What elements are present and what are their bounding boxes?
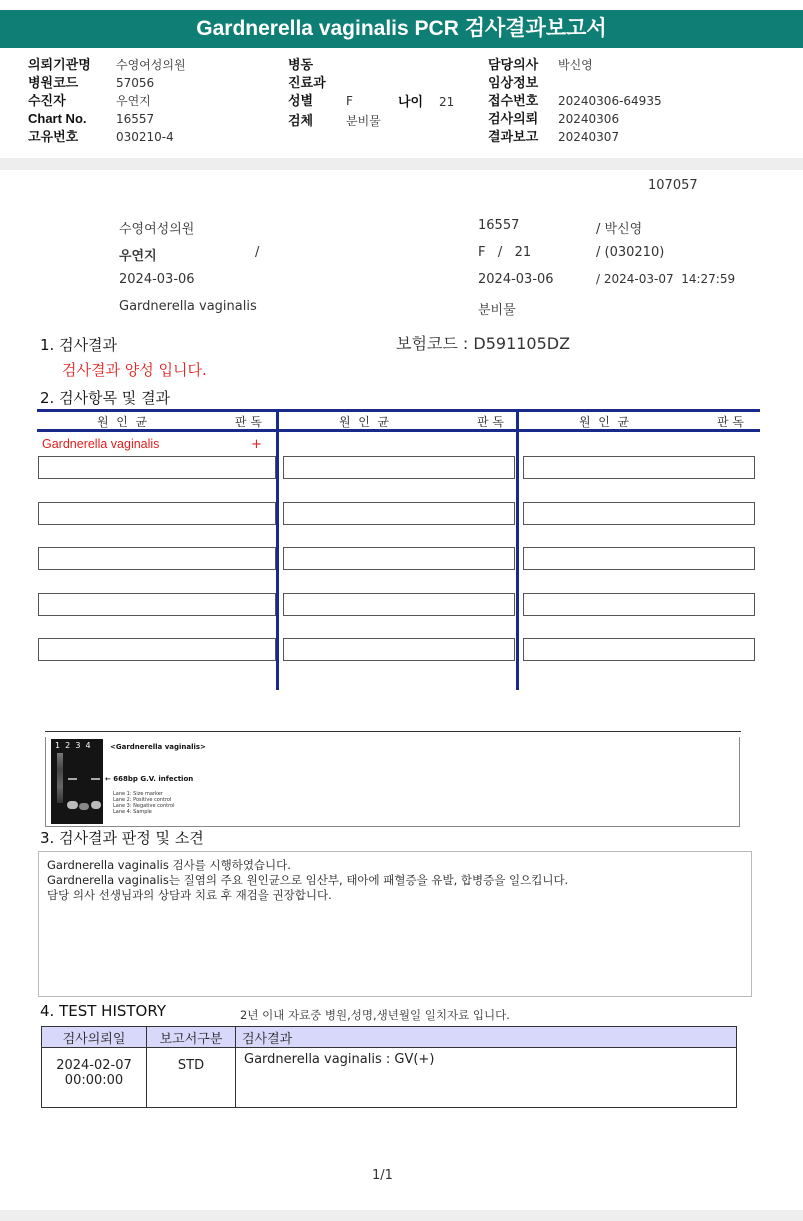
history-type: STD (147, 1048, 236, 1108)
positive-item-judge: + (251, 437, 262, 452)
gel-title: <Gardnerella vaginalis> (110, 743, 206, 751)
header-label: 접수번호 (488, 93, 539, 108)
header-label: 결과보고 (488, 129, 539, 144)
gel-band-positive (68, 778, 77, 780)
header-label: 의뢰기관명 (28, 57, 91, 72)
header-label: 고유번호 (28, 129, 79, 144)
header-label: 수진자 (28, 93, 66, 108)
result-cell (283, 547, 515, 570)
result-cell (523, 638, 755, 661)
positive-item-name: Gardnerella vaginalis (42, 437, 160, 451)
result-cell (523, 593, 755, 616)
header-field (288, 112, 381, 130)
gel-primer-band-3 (79, 803, 89, 810)
gel-legend (113, 791, 175, 815)
summary-field: 2024-03-06 (119, 272, 195, 287)
column-header-judge: 판 독 (477, 415, 504, 429)
summary-field: / 박신영 (596, 222, 643, 237)
header-value: 박신영 (558, 58, 593, 72)
header-value: 57056 (116, 76, 155, 90)
gel-ladder (57, 753, 63, 803)
findings-line: 담당 의사 선생님과의 상담과 치료 후 재검을 권장합니다. (47, 888, 332, 902)
header-value: 수영여성의원 (116, 58, 186, 72)
header-label: 검체 (288, 113, 314, 128)
header-field (28, 74, 186, 92)
header-label: 성별 (288, 93, 314, 108)
gel-top-rule (45, 731, 741, 732)
history-date: 2024-02-07 (56, 1058, 132, 1073)
header-field (288, 74, 381, 92)
result-cell (38, 456, 276, 479)
column-header-judge: 판 독 (235, 415, 262, 429)
header-field (488, 56, 662, 74)
result-cell (523, 502, 755, 525)
footer-band (0, 1210, 803, 1221)
result-cell (38, 502, 276, 525)
header-value: 20240306-64935 (558, 94, 662, 108)
header-value: 분비물 (346, 114, 381, 128)
header-field (28, 110, 186, 128)
result-cell (523, 456, 755, 479)
summary-field: Gardnerella vaginalis (119, 299, 257, 314)
gel-legend-line: Lane 2: Positive control (113, 797, 172, 803)
page-number: 1/1 (372, 1168, 393, 1183)
header-field (288, 92, 381, 110)
history-result: Gardnerella vaginalis : GV(+) (236, 1048, 737, 1108)
gel-primer-band-4 (91, 801, 101, 809)
history-header-type: 보고서구분 (147, 1027, 236, 1048)
header-col1 (28, 56, 186, 146)
result-cell (38, 547, 276, 570)
result-cell (283, 502, 515, 525)
result-cell (283, 593, 515, 616)
insurance-code: 보험코드 : D591105DZ (396, 334, 571, 353)
header-col2 (288, 56, 381, 130)
header-label: 병원코드 (28, 75, 79, 90)
section4-heading: 4. TEST HISTORY (40, 1002, 166, 1020)
gel-image (51, 739, 103, 824)
summary-field: 수영여성의원 (119, 222, 195, 237)
header-label: 임상정보 (488, 75, 539, 90)
findings-line: Gardnerella vaginalis 검사를 시행하였습니다. (47, 858, 291, 872)
header-label: 담당의사 (488, 57, 539, 72)
result-cell (38, 638, 276, 661)
header-label: 진료과 (288, 75, 326, 90)
summary-code: 107057 (648, 178, 698, 193)
summary-field: 16557 (478, 218, 520, 233)
header-field (488, 74, 662, 92)
section2-heading: 2. 검사항목 및 결과 (40, 389, 171, 407)
result-statement: 검사결과 양성 입니다. (62, 361, 207, 379)
history-header-date: 검사의뢰일 (42, 1027, 147, 1048)
column-divider-1 (276, 409, 279, 690)
column-header-name: 원 인 균 (579, 415, 630, 429)
header-field (28, 128, 186, 146)
header-field (488, 128, 662, 146)
header-field (28, 56, 186, 74)
summary-field: F / 21 (478, 245, 532, 260)
history-table (41, 1026, 737, 1108)
gel-marker-label: ← 668bp G.V. infection (105, 775, 194, 783)
history-time: 00:00:00 (64, 1073, 124, 1088)
gel-legend-line: Lane 4: Sample (113, 809, 152, 815)
header-value: 20240307 (558, 130, 620, 144)
result-cell (283, 638, 515, 661)
summary-field: / (030210) (596, 245, 665, 260)
column-header-name: 원 인 균 (339, 415, 390, 429)
summary-field: 분비물 (478, 303, 516, 318)
header-value: 20240306 (558, 112, 620, 126)
header-label: Chart No. (28, 111, 87, 126)
gel-primer-band-2 (67, 801, 78, 809)
history-header-result: 검사결과 (236, 1027, 737, 1048)
gel-band-sample (91, 778, 100, 780)
header-label: 검사의뢰 (488, 111, 539, 126)
result-cell (523, 547, 755, 570)
table-top-rule (37, 409, 760, 412)
summary-field: 2024-03-06 (478, 272, 554, 287)
header-value: 우연지 (116, 94, 151, 108)
findings-line: Gardnerella vaginalis는 질염의 주요 원인균으로 임산부, 태아에 패혈증을 유발, 합병증을 일으킵니다. (47, 873, 569, 887)
header-label: 병동 (288, 57, 314, 72)
table-row (42, 1048, 737, 1108)
column-divider-2 (516, 409, 519, 690)
column-header-name: 원 인 균 (97, 415, 148, 429)
history-date-cell (42, 1048, 147, 1108)
result-cell (38, 593, 276, 616)
report-title: Gardnerella vaginalis PCR 검사결과보고서 (0, 10, 803, 48)
header-col3 (488, 56, 662, 146)
gel-legend-line: Lane 1: Size marker (113, 791, 163, 797)
header-value: 16557 (116, 112, 155, 126)
history-table-wrap (41, 1026, 737, 1108)
gel-legend-line: Lane 3: Negative control (113, 803, 175, 809)
result-cell (283, 456, 515, 479)
header-separator (0, 158, 803, 170)
summary-field: 우연지 (119, 249, 157, 264)
section1-heading: 1. 검사결과 (40, 336, 118, 354)
section3-heading: 3. 검사결과 판정 및 소견 (40, 829, 204, 847)
summary-field: / (255, 245, 260, 260)
header-age (398, 93, 454, 111)
age-label: 나이 (398, 94, 424, 109)
age-value: 21 (438, 95, 455, 109)
header-field (28, 92, 186, 110)
header-field (488, 92, 662, 110)
summary-field: / 2024-03-07 14:27:59 (596, 272, 736, 286)
header-value: 030210-4 (116, 130, 174, 144)
gel-figure (45, 737, 740, 827)
header-value: F (346, 94, 353, 108)
history-note: 2년 이내 자료중 병원,성명,생년월일 일치자료 입니다. (240, 1008, 510, 1022)
header-field (288, 56, 381, 74)
findings-box (38, 851, 752, 997)
column-header-judge: 판 독 (717, 415, 744, 429)
header-field (488, 110, 662, 128)
gel-lane-numbers: 1 2 3 4 (55, 741, 91, 750)
